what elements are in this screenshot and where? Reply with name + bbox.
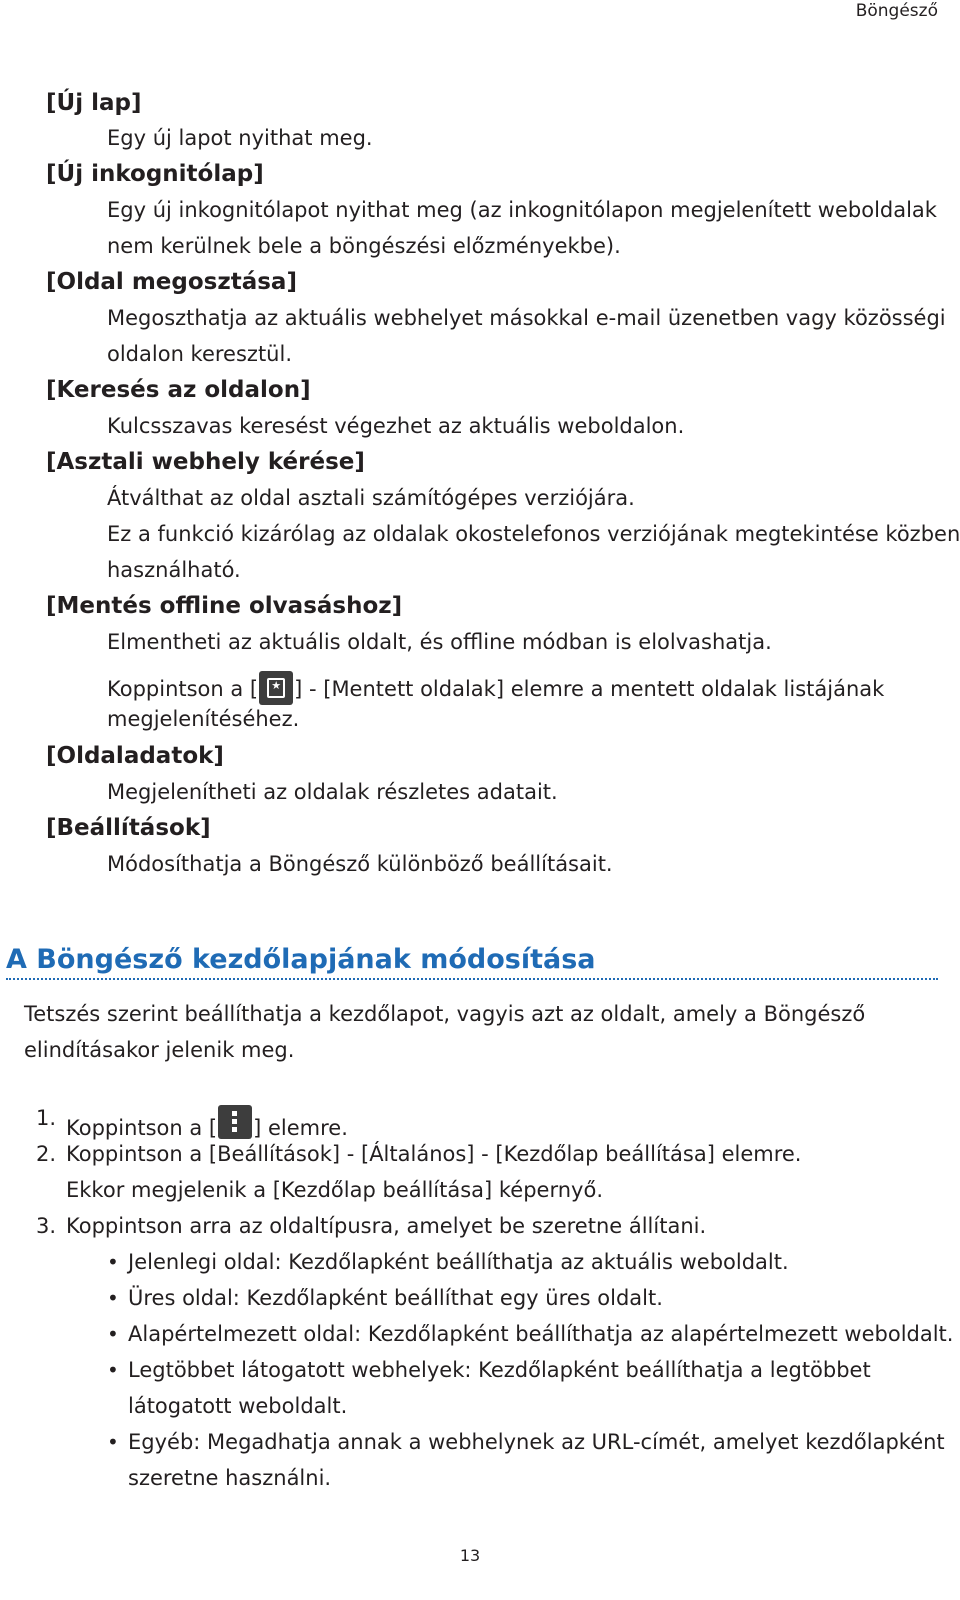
bullet-other-line-2: szeretne használni. — [128, 1466, 332, 1490]
bullet-other-line-1: Egyéb: Megadhatja annak a webhelynek az URL-címét, amelyet kezdőlapként — [128, 1430, 945, 1454]
desc-save-offline-icon-line — [107, 671, 884, 705]
desc-new-incognito-tab-line-1: Egy új inkognitólapot nyithat meg (az inkognitólapon megjelenített weboldalak — [107, 198, 937, 222]
desc-find-on-page: Kulcsszavas keresést végezhet az aktuális weboldalon. — [107, 414, 685, 438]
desc-share-page-line-2: oldalon keresztül. — [107, 342, 292, 366]
desc-request-desktop-site-line-3: használható. — [107, 558, 241, 582]
bullet-marker: • — [107, 1250, 119, 1274]
term-new-incognito-tab: [Új inkognitólap] — [46, 161, 264, 187]
section-intro-line-2: elindításakor jelenik meg. — [24, 1038, 295, 1062]
saved-pages-icon — [259, 671, 293, 705]
desc-save-offline-line-3: megjelenítéséhez. — [107, 707, 300, 731]
term-request-desktop-site: [Asztali webhely kérése] — [46, 449, 365, 475]
icon-line-before: Koppintson a [ — [107, 677, 259, 701]
section-intro-line-1: Tetszés szerint beállíthatja a kezdőlapot, vagyis azt az oldalt, amely a Böngésző — [24, 1002, 866, 1026]
section-divider — [6, 978, 938, 980]
desc-settings: Módosíthatja a Böngésző különböző beállításait. — [107, 852, 613, 876]
section-title: A Böngésző kezdőlapjának módosítása — [6, 944, 596, 975]
term-share-page: [Oldal megosztása] — [46, 269, 297, 295]
step-1-before: Koppintson a [ — [66, 1116, 218, 1140]
term-save-offline: [Mentés offline olvasáshoz] — [46, 593, 403, 619]
desc-request-desktop-site-line-1: Átválthat az oldal asztali számítógépes verziójára. — [107, 486, 635, 510]
running-header: Böngésző — [855, 1, 938, 21]
bullet-blank-page: Üres oldal: Kezdőlapként beállíthat egy üres oldalt. — [128, 1286, 663, 1310]
desc-new-tab: Egy új lapot nyithat meg. — [107, 126, 373, 150]
step-1 — [66, 1105, 348, 1141]
term-page-info: [Oldaladatok] — [46, 743, 224, 769]
desc-new-incognito-tab-line-2: nem kerülnek bele a böngészési előzményekbe). — [107, 234, 621, 258]
step-number-3: 3. — [36, 1214, 57, 1238]
step-number-1: 1. — [36, 1106, 57, 1130]
step-2-line-2: Ekkor megjelenik a [Kezdőlap beállítása] képernyő. — [66, 1178, 603, 1202]
step-1-after: ] elemre. — [253, 1116, 348, 1140]
bullet-most-visited-line-2: látogatott weboldalt. — [128, 1394, 348, 1418]
term-new-tab: [Új lap] — [46, 90, 142, 116]
step-3-line-1: Koppintson arra az oldaltípusra, amelyet be szeretne állítani. — [66, 1214, 707, 1238]
desc-share-page-line-1: Megoszthatja az aktuális webhelyet másokkal e-mail üzenetben vagy közösségi — [107, 306, 946, 330]
step-number-2: 2. — [36, 1142, 57, 1166]
menu-icon — [218, 1105, 252, 1139]
bullet-current-page: Jelenlegi oldal: Kezdőlapként beállíthatja az aktuális weboldalt. — [128, 1250, 789, 1274]
page-number: 13 — [459, 1546, 481, 1565]
bullet-marker: • — [107, 1358, 119, 1382]
bullet-most-visited-line-1: Legtöbbet látogatott webhelyek: Kezdőlapként beállíthatja a legtöbbet — [128, 1358, 871, 1382]
bullet-marker: • — [107, 1322, 119, 1346]
desc-request-desktop-site-line-2: Ez a funkció kizárólag az oldalak okostelefonos verziójának megtekintése közben — [107, 522, 960, 546]
step-2-line-1: Koppintson a [Beállítások] - [Általános] - [Kezdőlap beállítása] elemre. — [66, 1142, 802, 1166]
term-find-on-page: [Keresés az oldalon] — [46, 377, 311, 403]
desc-page-info: Megjelenítheti az oldalak részletes adatait. — [107, 780, 558, 804]
term-settings: [Beállítások] — [46, 815, 211, 841]
bullet-default-page: Alapértelmezett oldal: Kezdőlapként beállíthatja az alapértelmezett weboldalt. — [128, 1322, 954, 1346]
icon-line-after: ] - [Mentett oldalak] elemre a mentett oldalak listájának — [294, 677, 885, 701]
bullet-marker: • — [107, 1286, 119, 1310]
bullet-marker: • — [107, 1430, 119, 1454]
desc-save-offline-line-1: Elmentheti az aktuális oldalt, és offline módban is elolvashatja. — [107, 630, 772, 654]
